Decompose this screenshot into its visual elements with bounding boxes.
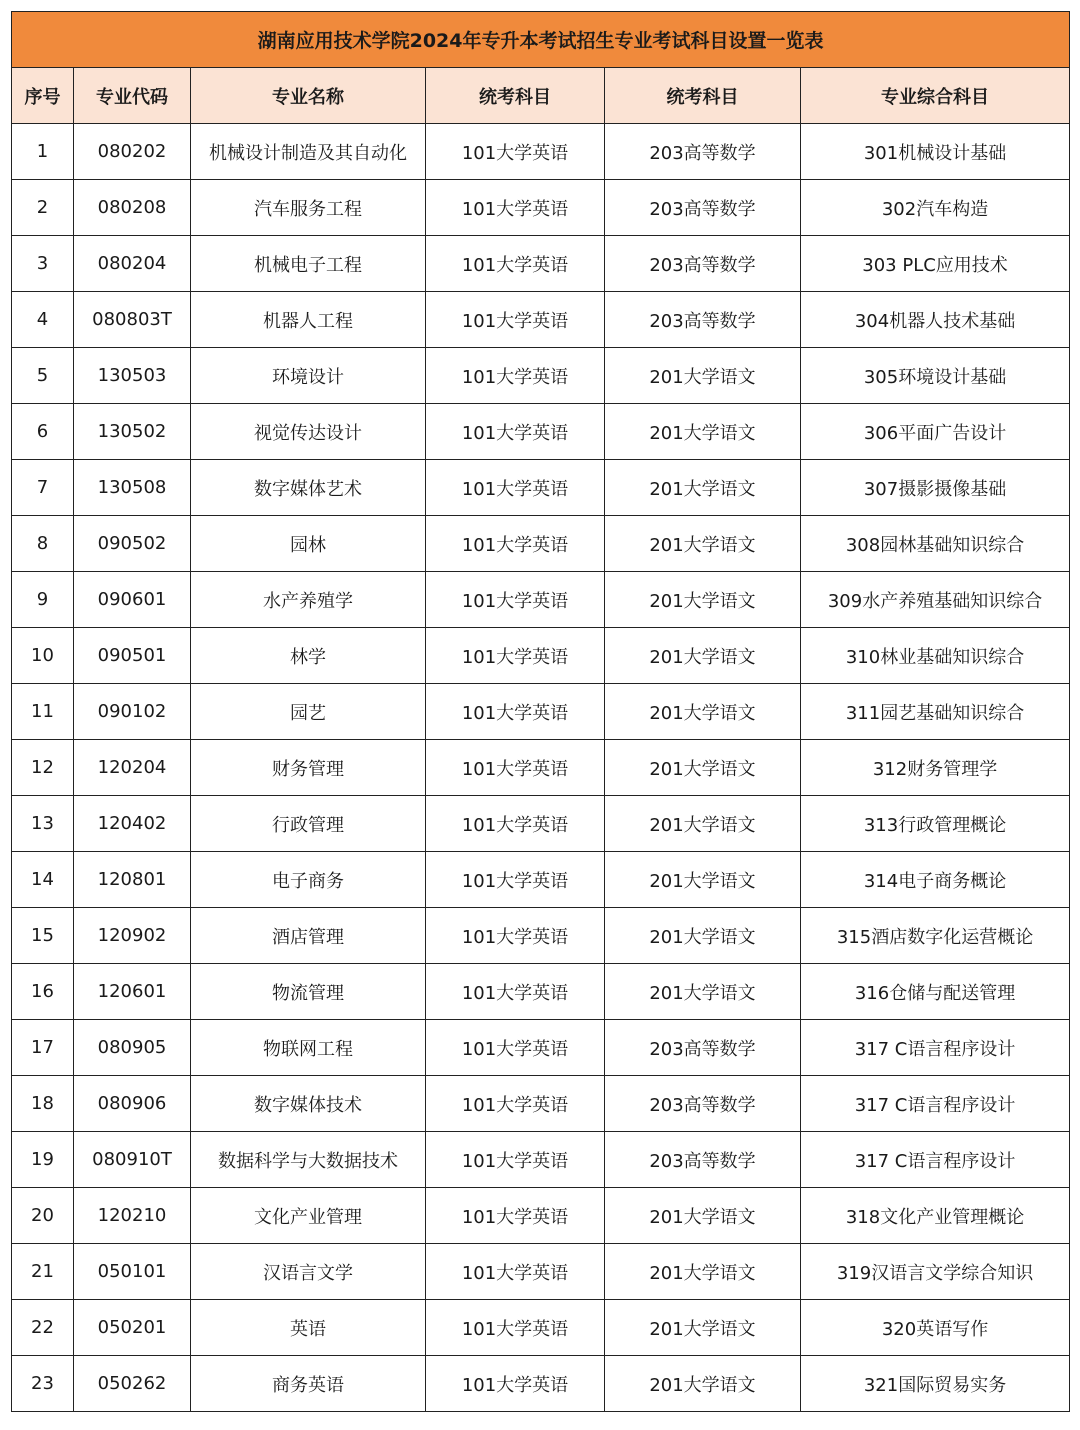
cell-unified-subject-1: 101大学英语 xyxy=(426,572,605,628)
exam-subject-table xyxy=(11,11,1070,1412)
cell-unified-subject-2: 203高等数学 xyxy=(605,236,801,292)
cell-major-subject: 314电子商务概论 xyxy=(801,852,1070,908)
cell-major-code: 120801 xyxy=(74,852,191,908)
cell-major-name: 商务英语 xyxy=(191,1356,426,1412)
cell-major-code: 120204 xyxy=(74,740,191,796)
cell-index: 11 xyxy=(12,684,74,740)
col-header-major-code: 专业代码 xyxy=(74,68,191,124)
cell-major-code: 050262 xyxy=(74,1356,191,1412)
table-row xyxy=(12,1020,1070,1076)
table-row xyxy=(12,852,1070,908)
cell-major-code: 080204 xyxy=(74,236,191,292)
cell-index: 5 xyxy=(12,348,74,404)
table-row xyxy=(12,1076,1070,1132)
cell-index: 21 xyxy=(12,1244,74,1300)
cell-index: 7 xyxy=(12,460,74,516)
cell-major-name: 机械设计制造及其自动化 xyxy=(191,124,426,180)
cell-unified-subject-2: 201大学语文 xyxy=(605,1300,801,1356)
cell-major-code: 050101 xyxy=(74,1244,191,1300)
cell-unified-subject-1: 101大学英语 xyxy=(426,852,605,908)
cell-major-code: 080208 xyxy=(74,180,191,236)
cell-index: 6 xyxy=(12,404,74,460)
cell-unified-subject-1: 101大学英语 xyxy=(426,180,605,236)
table-title: 湖南应用技术学院2024年专升本考试招生专业考试科目设置一览表 xyxy=(12,12,1070,68)
cell-major-subject: 304机器人技术基础 xyxy=(801,292,1070,348)
cell-major-name: 数字媒体技术 xyxy=(191,1076,426,1132)
cell-unified-subject-1: 101大学英语 xyxy=(426,740,605,796)
cell-unified-subject-2: 203高等数学 xyxy=(605,292,801,348)
cell-unified-subject-2: 201大学语文 xyxy=(605,572,801,628)
cell-major-name: 汽车服务工程 xyxy=(191,180,426,236)
table-row xyxy=(12,740,1070,796)
cell-major-name: 环境设计 xyxy=(191,348,426,404)
cell-index: 1 xyxy=(12,124,74,180)
cell-major-subject: 302汽车构造 xyxy=(801,180,1070,236)
cell-major-name: 汉语言文学 xyxy=(191,1244,426,1300)
cell-major-subject: 316仓储与配送管理 xyxy=(801,964,1070,1020)
table-row xyxy=(12,796,1070,852)
table-row xyxy=(12,1300,1070,1356)
cell-major-code: 090102 xyxy=(74,684,191,740)
table-row xyxy=(12,1132,1070,1188)
cell-unified-subject-2: 201大学语文 xyxy=(605,348,801,404)
cell-major-subject: 306平面广告设计 xyxy=(801,404,1070,460)
cell-index: 18 xyxy=(12,1076,74,1132)
cell-index: 22 xyxy=(12,1300,74,1356)
cell-index: 2 xyxy=(12,180,74,236)
col-header-major-name: 专业名称 xyxy=(191,68,426,124)
cell-unified-subject-1: 101大学英语 xyxy=(426,460,605,516)
cell-unified-subject-1: 101大学英语 xyxy=(426,796,605,852)
cell-major-subject: 317 C语言程序设计 xyxy=(801,1020,1070,1076)
table-row xyxy=(12,236,1070,292)
cell-unified-subject-2: 201大学语文 xyxy=(605,684,801,740)
cell-unified-subject-2: 201大学语文 xyxy=(605,404,801,460)
cell-unified-subject-1: 101大学英语 xyxy=(426,1300,605,1356)
cell-unified-subject-2: 203高等数学 xyxy=(605,1020,801,1076)
cell-unified-subject-1: 101大学英语 xyxy=(426,628,605,684)
cell-unified-subject-2: 201大学语文 xyxy=(605,740,801,796)
cell-unified-subject-1: 101大学英语 xyxy=(426,292,605,348)
cell-unified-subject-2: 201大学语文 xyxy=(605,460,801,516)
cell-major-code: 080910T xyxy=(74,1132,191,1188)
cell-index: 19 xyxy=(12,1132,74,1188)
cell-major-subject: 308园林基础知识综合 xyxy=(801,516,1070,572)
table-row xyxy=(12,628,1070,684)
cell-major-subject: 318文化产业管理概论 xyxy=(801,1188,1070,1244)
cell-major-code: 080905 xyxy=(74,1020,191,1076)
cell-major-subject: 312财务管理学 xyxy=(801,740,1070,796)
cell-major-code: 120902 xyxy=(74,908,191,964)
table-body xyxy=(12,124,1070,1412)
cell-major-code: 090601 xyxy=(74,572,191,628)
cell-major-code: 080906 xyxy=(74,1076,191,1132)
cell-major-code: 090502 xyxy=(74,516,191,572)
cell-unified-subject-2: 201大学语文 xyxy=(605,1356,801,1412)
cell-major-name: 文化产业管理 xyxy=(191,1188,426,1244)
cell-unified-subject-1: 101大学英语 xyxy=(426,1020,605,1076)
cell-unified-subject-2: 201大学语文 xyxy=(605,1244,801,1300)
table-title-row xyxy=(12,12,1070,68)
cell-unified-subject-1: 101大学英语 xyxy=(426,124,605,180)
cell-major-code: 130502 xyxy=(74,404,191,460)
col-header-index: 序号 xyxy=(12,68,74,124)
cell-major-name: 数字媒体艺术 xyxy=(191,460,426,516)
cell-major-code: 130503 xyxy=(74,348,191,404)
cell-unified-subject-1: 101大学英语 xyxy=(426,1188,605,1244)
cell-major-code: 080202 xyxy=(74,124,191,180)
table-row xyxy=(12,180,1070,236)
cell-unified-subject-1: 101大学英语 xyxy=(426,236,605,292)
table-row xyxy=(12,124,1070,180)
table-row xyxy=(12,1356,1070,1412)
cell-major-subject: 319汉语言文学综合知识 xyxy=(801,1244,1070,1300)
cell-unified-subject-1: 101大学英语 xyxy=(426,1356,605,1412)
cell-index: 10 xyxy=(12,628,74,684)
cell-unified-subject-1: 101大学英语 xyxy=(426,964,605,1020)
cell-unified-subject-1: 101大学英语 xyxy=(426,1076,605,1132)
cell-unified-subject-2: 201大学语文 xyxy=(605,516,801,572)
cell-index: 4 xyxy=(12,292,74,348)
cell-major-code: 120402 xyxy=(74,796,191,852)
cell-major-subject: 305环境设计基础 xyxy=(801,348,1070,404)
cell-unified-subject-2: 201大学语文 xyxy=(605,796,801,852)
cell-index: 13 xyxy=(12,796,74,852)
table-row xyxy=(12,460,1070,516)
cell-unified-subject-1: 101大学英语 xyxy=(426,1132,605,1188)
table-row xyxy=(12,572,1070,628)
cell-major-name: 财务管理 xyxy=(191,740,426,796)
cell-major-subject: 315酒店数字化运营概论 xyxy=(801,908,1070,964)
cell-unified-subject-1: 101大学英语 xyxy=(426,908,605,964)
col-header-unified-subject-2: 统考科目 xyxy=(605,68,801,124)
cell-major-code: 090501 xyxy=(74,628,191,684)
cell-major-name: 物联网工程 xyxy=(191,1020,426,1076)
cell-unified-subject-2: 203高等数学 xyxy=(605,180,801,236)
cell-unified-subject-2: 201大学语文 xyxy=(605,964,801,1020)
cell-major-name: 数据科学与大数据技术 xyxy=(191,1132,426,1188)
cell-major-subject: 309水产养殖基础知识综合 xyxy=(801,572,1070,628)
table-row xyxy=(12,1188,1070,1244)
cell-unified-subject-1: 101大学英语 xyxy=(426,348,605,404)
cell-unified-subject-2: 201大学语文 xyxy=(605,1188,801,1244)
cell-unified-subject-2: 203高等数学 xyxy=(605,1076,801,1132)
cell-major-name: 园林 xyxy=(191,516,426,572)
cell-major-name: 园艺 xyxy=(191,684,426,740)
cell-major-subject: 320英语写作 xyxy=(801,1300,1070,1356)
cell-major-subject: 301机械设计基础 xyxy=(801,124,1070,180)
cell-index: 9 xyxy=(12,572,74,628)
cell-unified-subject-2: 201大学语文 xyxy=(605,908,801,964)
cell-major-subject: 317 C语言程序设计 xyxy=(801,1132,1070,1188)
cell-index: 12 xyxy=(12,740,74,796)
cell-index: 8 xyxy=(12,516,74,572)
table-row xyxy=(12,908,1070,964)
cell-unified-subject-2: 201大学语文 xyxy=(605,852,801,908)
cell-major-name: 酒店管理 xyxy=(191,908,426,964)
cell-major-name: 电子商务 xyxy=(191,852,426,908)
cell-unified-subject-2: 203高等数学 xyxy=(605,124,801,180)
cell-major-subject: 317 C语言程序设计 xyxy=(801,1076,1070,1132)
cell-major-name: 物流管理 xyxy=(191,964,426,1020)
cell-major-code: 050201 xyxy=(74,1300,191,1356)
cell-unified-subject-1: 101大学英语 xyxy=(426,1244,605,1300)
cell-major-subject: 303 PLC应用技术 xyxy=(801,236,1070,292)
cell-major-name: 机械电子工程 xyxy=(191,236,426,292)
cell-major-code: 130508 xyxy=(74,460,191,516)
cell-index: 16 xyxy=(12,964,74,1020)
table-row xyxy=(12,516,1070,572)
cell-major-code: 120601 xyxy=(74,964,191,1020)
cell-major-code: 120210 xyxy=(74,1188,191,1244)
cell-major-name: 行政管理 xyxy=(191,796,426,852)
table-row xyxy=(12,964,1070,1020)
cell-index: 20 xyxy=(12,1188,74,1244)
table-row xyxy=(12,292,1070,348)
table-row xyxy=(12,1244,1070,1300)
table-header-row xyxy=(12,68,1070,124)
cell-unified-subject-1: 101大学英语 xyxy=(426,404,605,460)
cell-index: 17 xyxy=(12,1020,74,1076)
cell-major-name: 水产养殖学 xyxy=(191,572,426,628)
col-header-unified-subject-1: 统考科目 xyxy=(426,68,605,124)
table-row xyxy=(12,684,1070,740)
cell-index: 14 xyxy=(12,852,74,908)
cell-major-subject: 313行政管理概论 xyxy=(801,796,1070,852)
cell-index: 23 xyxy=(12,1356,74,1412)
table-row xyxy=(12,348,1070,404)
cell-unified-subject-1: 101大学英语 xyxy=(426,684,605,740)
cell-index: 15 xyxy=(12,908,74,964)
col-header-major-subject: 专业综合科目 xyxy=(801,68,1070,124)
cell-index: 3 xyxy=(12,236,74,292)
cell-major-name: 视觉传达设计 xyxy=(191,404,426,460)
cell-major-subject: 311园艺基础知识综合 xyxy=(801,684,1070,740)
exam-subject-sheet xyxy=(11,11,1069,1412)
cell-major-subject: 321国际贸易实务 xyxy=(801,1356,1070,1412)
cell-major-code: 080803T xyxy=(74,292,191,348)
cell-unified-subject-1: 101大学英语 xyxy=(426,516,605,572)
cell-major-name: 林学 xyxy=(191,628,426,684)
cell-major-subject: 307摄影摄像基础 xyxy=(801,460,1070,516)
cell-major-name: 机器人工程 xyxy=(191,292,426,348)
cell-unified-subject-2: 201大学语文 xyxy=(605,628,801,684)
cell-major-name: 英语 xyxy=(191,1300,426,1356)
table-row xyxy=(12,404,1070,460)
cell-unified-subject-2: 203高等数学 xyxy=(605,1132,801,1188)
cell-major-subject: 310林业基础知识综合 xyxy=(801,628,1070,684)
